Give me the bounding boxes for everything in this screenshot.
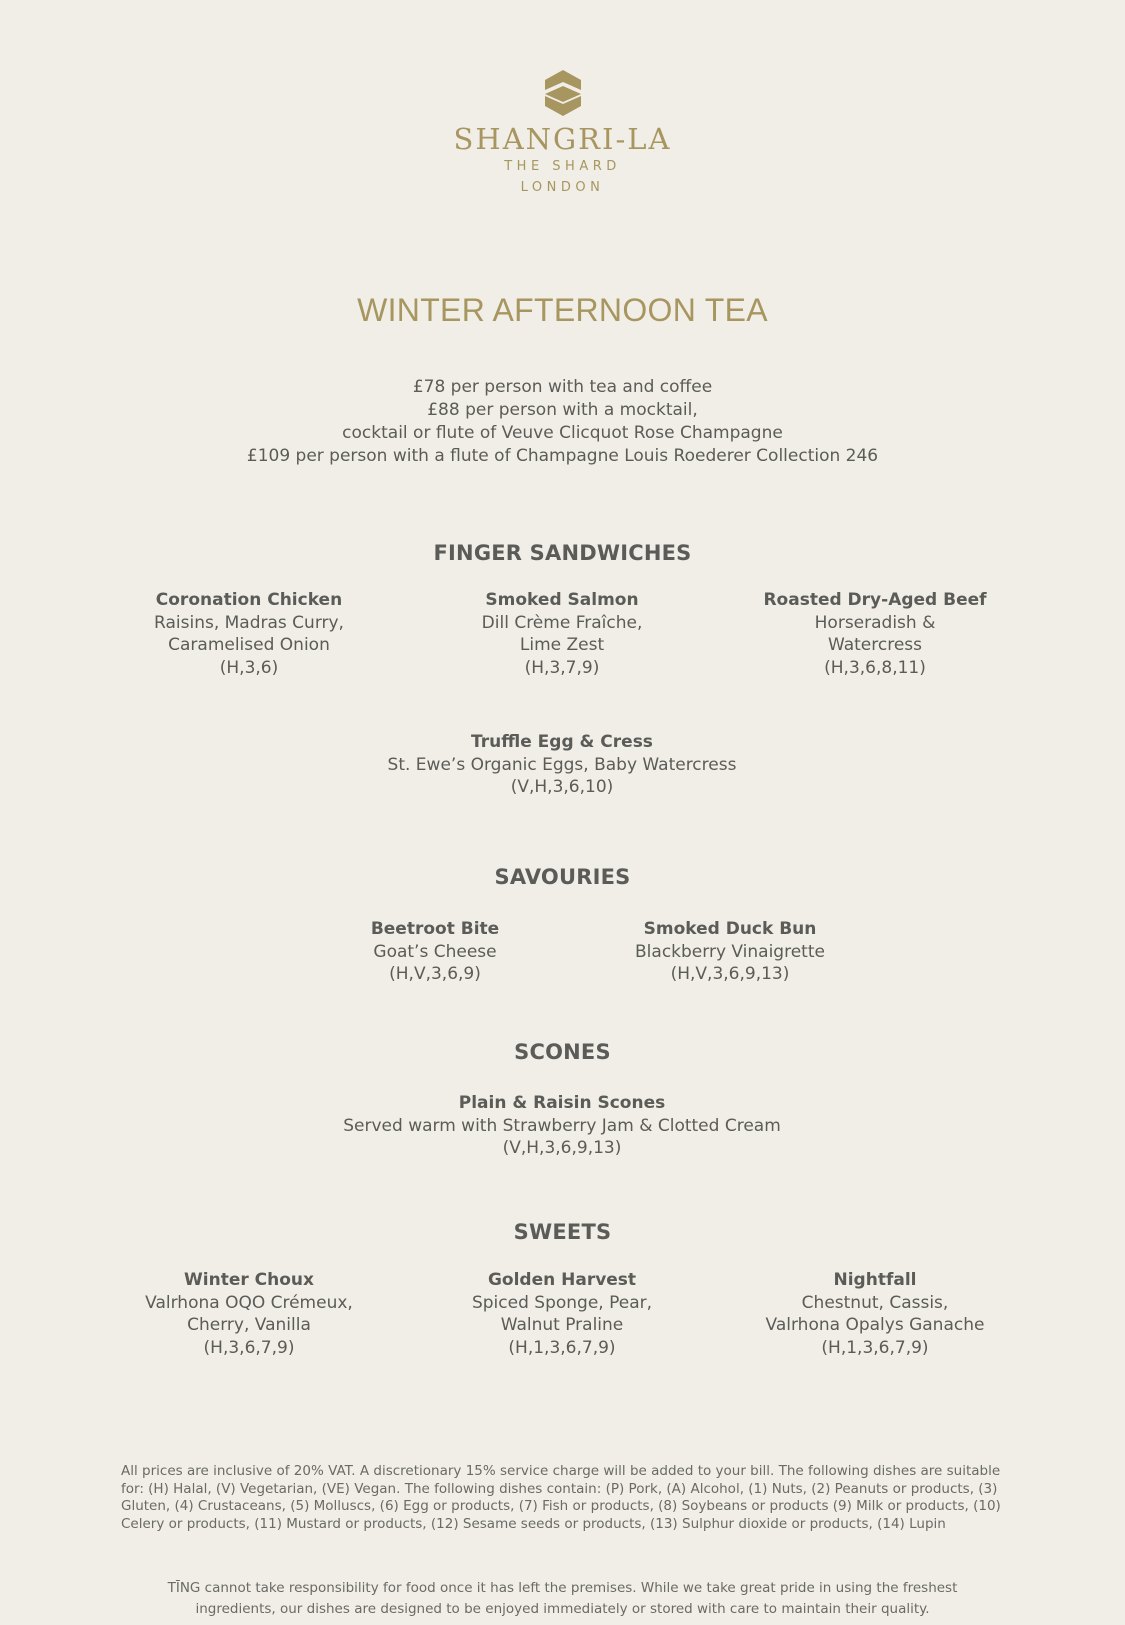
dish-name: Plain & Raisin Scones	[458, 1093, 666, 1113]
dish-allergens: (H,3,6)	[219, 657, 279, 678]
pricing-block	[0, 376, 1125, 468]
dish-description: Lime Zest	[519, 635, 605, 655]
dish-item	[740, 589, 1010, 679]
price-line: £88 per person with a mocktail,	[427, 400, 698, 420]
dish-description: Blackberry Vinaigrette	[635, 941, 825, 962]
dish-item	[437, 589, 687, 679]
dish-description: Watercress	[827, 635, 922, 655]
dish-name: Winter Choux	[184, 1270, 314, 1290]
dish-name: Nightfall	[833, 1270, 917, 1290]
dish-description: Valrhona Opalys Ganache	[765, 1315, 985, 1335]
dish-name: Smoked Duck Bun	[643, 919, 817, 939]
dish-item	[312, 731, 812, 799]
shangri-la-emblem-icon	[545, 70, 581, 116]
dish-item	[610, 918, 850, 986]
dish-allergens: (V,H,3,6,9,13)	[502, 1138, 622, 1158]
dish-description: Chestnut, Cassis,	[801, 1292, 949, 1313]
dish-item	[437, 1269, 687, 1359]
dish-description: Served warm with Strawberry Jam & Clotted Cream	[343, 1115, 781, 1136]
dish-name: Coronation Chicken	[155, 590, 343, 610]
price-line: £109 per person with a flute of Champagne Louis Roederer Collection 246	[246, 446, 879, 466]
price-line: cocktail or flute of Veuve Clicquot Rose Champagne	[342, 423, 783, 443]
brand-logo	[0, 70, 1125, 198]
section-title-sandwiches: FINGER SANDWICHES	[433, 541, 692, 565]
dish-description: St. Ewe’s Organic Eggs, Baby Watercress	[387, 754, 737, 775]
menu-title: WINTER AFTERNOON TEA	[357, 292, 768, 328]
dish-allergens: (H,1,3,6,7,9)	[508, 1337, 616, 1358]
dish-allergens: (H,3,6,7,9)	[203, 1337, 295, 1358]
dish-name: Golden Harvest	[487, 1270, 637, 1290]
disclaimer-line: TĪNG cannot take responsibility for food once it has left the premises. While we take great pride in using the freshest	[167, 1580, 958, 1596]
price-line: £78 per person with tea and coffee	[412, 377, 713, 397]
dish-item	[262, 1092, 862, 1160]
section-title-sweets: SWEETS	[513, 1220, 612, 1244]
dish-name: Smoked Salmon	[485, 590, 639, 610]
dish-allergens: (H,V,3,6,9,13)	[670, 964, 790, 984]
dish-item	[114, 1269, 384, 1359]
dish-allergens: (H,3,7,9)	[524, 657, 600, 678]
disclaimer-line: ingredients, our dishes are designed to be enjoyed immediately or stored with care to maintain their quality.	[195, 1601, 930, 1617]
dish-item	[335, 918, 535, 986]
dish-description: Goat’s Cheese	[373, 941, 497, 962]
brand-line-1: THE SHARD	[504, 159, 621, 174]
dish-description: Valrhona OQO Crémeux,	[145, 1292, 353, 1313]
dish-item	[735, 1269, 1015, 1359]
allergen-footnote: All prices are inclusive of 20% VAT. A discretionary 15% service charge will be added to your bill. The following dishes are suitable for: (H) Halal, (V) Vegetarian, (VE) Vegan. The following dishes contain: (P) Pork, (A) Alcohol, (1) Nuts, (2) Peanuts or products, (3) Gluten, (4) Crustaceans, (5) Molluscs, (6) Egg or products, (7) Fish or products, (8) Soybeans or products (9) Milk or products, (10) Celery or products, (11) Mustard or products, (12) Sesame seeds or products, (13) Sulphur dioxide or products, (14) Lupin	[121, 1463, 1001, 1532]
dish-name: Beetroot Bite	[370, 919, 500, 939]
dish-description: Dill Crème Fraîche,	[481, 612, 643, 633]
dish-description: Horseradish &	[814, 612, 936, 633]
dish-description: Raisins, Madras Curry,	[154, 612, 344, 633]
dish-description: Walnut Praline	[500, 1315, 624, 1335]
section-title-scones: SCONES	[514, 1040, 611, 1064]
section-title-savouries: SAVOURIES	[494, 865, 631, 889]
brand-name: SHANGRI-LA	[453, 122, 672, 156]
dish-allergens: (H,3,6,8,11)	[824, 657, 926, 678]
dish-description: Cherry, Vanilla	[187, 1315, 311, 1335]
dish-description: Spiced Sponge, Pear,	[471, 1292, 653, 1313]
dish-description: Caramelised Onion	[168, 635, 330, 655]
dish-item	[124, 589, 374, 679]
brand-line-2: LONDON	[520, 180, 605, 195]
dish-name: Roasted Dry-Aged Beef	[763, 590, 987, 610]
dish-allergens: (V,H,3,6,10)	[510, 777, 614, 797]
dish-name: Truffle Egg & Cress	[471, 732, 653, 752]
dish-allergens: (H,V,3,6,9)	[389, 964, 481, 984]
disclaimer	[100, 1578, 1025, 1620]
dish-allergens: (H,1,3,6,7,9)	[821, 1337, 929, 1358]
